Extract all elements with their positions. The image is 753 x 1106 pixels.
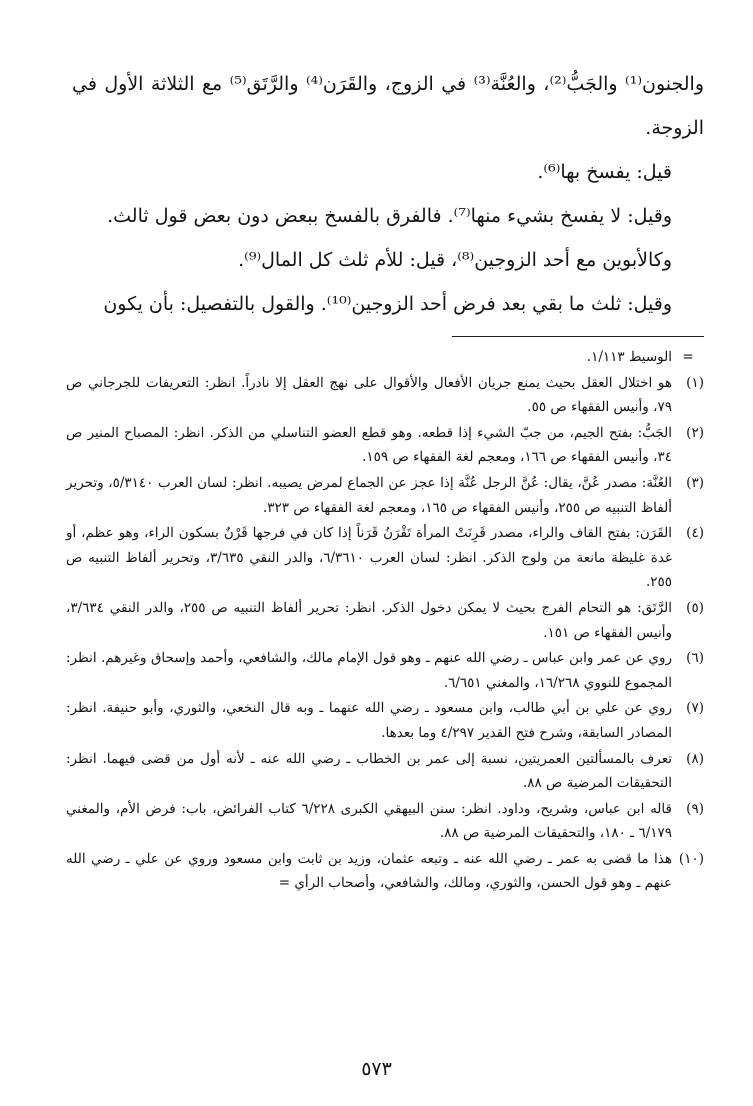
footnote-number: (٤) [686,525,704,542]
footnote [66,471,704,520]
footnote-text: تعرف بالمسألتين العمريتين، نسبة إلى عمر بن الخطاب ـ رضي الله عنه ـ لأنه أول من قضى فيهما. انظر: التحقيقات المرضية ص ٨٨. [66,750,672,792]
footnote-text: الوسيط ١/١١٣. [586,349,672,365]
footnote-text: الرَّتَق: هو التحام الفرج بحيث لا يمكن دخول الذكر. انظر: تحرير ألفاظ التنبيه ص ٢٥٥، والدر النقي ٣/٦٣٤، وأنيس الفقهاء ص ١٥١. [66,599,672,641]
footnote [66,847,704,896]
page-number: ٥٧٣ [361,1058,392,1080]
main-paragraph: وقيل: ثلث ما بقي بعد فرض أحد الزوجين⁽¹⁰⁾. والقول بالتفصيل: بأن يكون [103,293,672,315]
footnote-number: (٦) [686,650,704,667]
footnote-text: قاله ابن عباس، وشريح، وداود. انظر: سنن البيهقي الكبرى ٦/٢٢٨ كتاب الفرائض، باب: فرض الأم، والمغني ٦/١٧٩ ـ ١٨٠، والتحقيقات المرضية ص ٨٨. [66,800,672,842]
footnote-text: العُنَّة: مصدر عُنَّ، يقال: عُنَّ الرجل عُنَّة إذا عجز عن الجماع لمرض يصيبه. انظر: لسان العرب ٥/٣١٤٠، وتحرير ألفاظ التنبيه ص ٢٥٥، وأنيس الفقهاء ص ١٦٥، ومعجم لغة الفقهاء ص ٣٢٣. [66,474,673,516]
main-paragraph: وكالأبوين مع أحد الزوجين⁽⁸⁾، قيل: للأم ثلث كل المال⁽⁹⁾. [238,249,672,271]
footnote-number: (٨) [686,750,704,767]
main-paragraph: وقيل: لا يفسخ بشيء منها⁽⁷⁾. فالفرق بالفسخ ببعض دون بعض قول ثالث. [107,205,672,227]
footnote-number: (٩) [686,800,704,817]
footnote [66,521,704,595]
footnote-number: (٣) [686,474,704,491]
footnote-text: الجَبُّ: بفتح الجيم، من جبّ الشيء إذا قطعه. وهو قطع العضو التناسلي من الذكر. انظر: المصباح المنير ص ٣٤، وأنيس الفقهاء ص ١٦٦، ومعجم لغة الفقهاء ص ١٥٩. [66,424,672,466]
main-text [72,62,704,326]
footnote-text: القَرَن: بفتح القاف والراء، مصدر قَرِنَتْ المرأة تَقْرَنُ قَرَناً إذا كان في فرجها قَرْنٌ بسكون الراء، وهو عظم، أو غدة غليظة مانعة من ولوج الذكر. انظر: لسان العرب ٦/٣٦١٠، والدر النقي ٣/٦٣٥، وتحرير ألفاظ التنبيه ص ٢٥٥. [66,525,672,591]
main-paragraph: قيل: يفسخ بها⁽⁶⁾. [537,161,672,183]
footnote [66,596,704,645]
footnote-text: روي عن عمر وابن عباس ـ رضي الله عنهم ـ وهو قول الإمام مالك، والشافعي، وأحمد وإسحاق وغيرهم. انظر: المجموع للنووي ١٦/٢٦٨، والمغني ٦/٦٥١. [66,650,672,691]
footnote-divider [452,336,704,337]
footnote-text: هو اختلال العقل بحيث يمنع جريان الأفعال والأقوال على نهج العقل إلا نادراً. انظر: التعريفات للجرجاني ص ٧٩، وأنيس الفقهاء ص ٥٥. [66,374,672,416]
footnote-text: هذا ما قضى به عمر ـ رضي الله عنه ـ وتبعه عثمان، وزيد بن ثابت وابن مسعود وروي عن علي ـ رضي الله عنهم ـ وهو قول الحسن، والثوري، ومالك، والشافعي، وأصحاب الرأي = [66,850,672,892]
footnote-number: (١٠) [678,850,704,867]
footnote [66,797,704,846]
footnote [66,371,704,420]
footnotes [66,345,704,897]
footnote-number: = [682,349,694,365]
footnote-number: (٢) [686,424,704,441]
footnote-number: (٧) [686,700,704,717]
footnote-text: روي عن علي بن أبي طالب، وابن مسعود ـ رضي الله عنهما ـ وبه قال النخعي، والثوري، وأبو حنيفة. انظر: المصادر السابقة، وشرح فتح القدير ٤/٢٩٧ وما بعدها. [66,700,672,741]
footnote-number: (٥) [686,599,704,616]
footnote-number: (١) [686,374,704,391]
footnote-continuation [66,345,704,370]
main-paragraph: والجنون⁽¹⁾ والجَبُّ⁽²⁾، والعُنَّة⁽³⁾ في الزوج، والقَرَن⁽⁴⁾ والرَّتَق⁽⁵⁾ مع الثلاثة الأول في الزوجة. [72,73,705,139]
footnote [66,747,704,796]
footnote [66,646,704,695]
footnote [66,696,704,745]
footnote [66,421,704,470]
